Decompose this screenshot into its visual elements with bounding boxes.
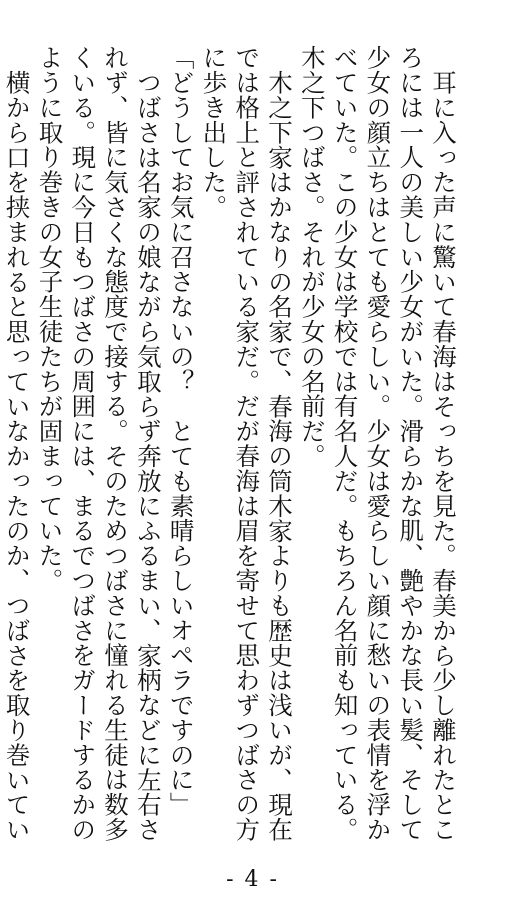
paragraph: 横から口を挟まれると思っていなかったのか、つばさを取り巻いてい xyxy=(2,69,32,842)
paragraph: 木之下家はかなりの名家で、春海の筒木家よりも歴史は浅いが、現在では格上と評されている家だ。だが春海は眉を寄せて思わずつばさの方に歩き出した。 xyxy=(199,45,295,842)
vertical-body-text xyxy=(2,45,459,855)
page-number: - 4 - xyxy=(226,867,279,892)
paragraph: 耳に入った声に驚いて春海はそっちを見た。春美から少し離れたところには一人の美しい少女がいた。滑らかな肌、艶やかな長い髪、そして少女の顔立ちはとても愛らしい。少女は愛らしい顔に愁いの表情を浮かべていた。この少女は学校では有名人だ。もちろん名前も知っている。木之下つばさ。それが少女の名前だ。 xyxy=(297,45,458,842)
paragraph: つばさは名家の娘ながら気取らず奔放にふるまい、家柄などに左右されず、皆に気さくな態度で接する。そのためつばさに憧れる生徒は数多くいる。現に今日もつばさの周囲には、まるでつばさをガードするかのように取り巻きの女子生徒たちが固まっていた。 xyxy=(35,45,163,842)
dialogue-line: 「どうしてお気に召さないの？ とても素晴らしいオペラですのに」 xyxy=(166,45,196,817)
